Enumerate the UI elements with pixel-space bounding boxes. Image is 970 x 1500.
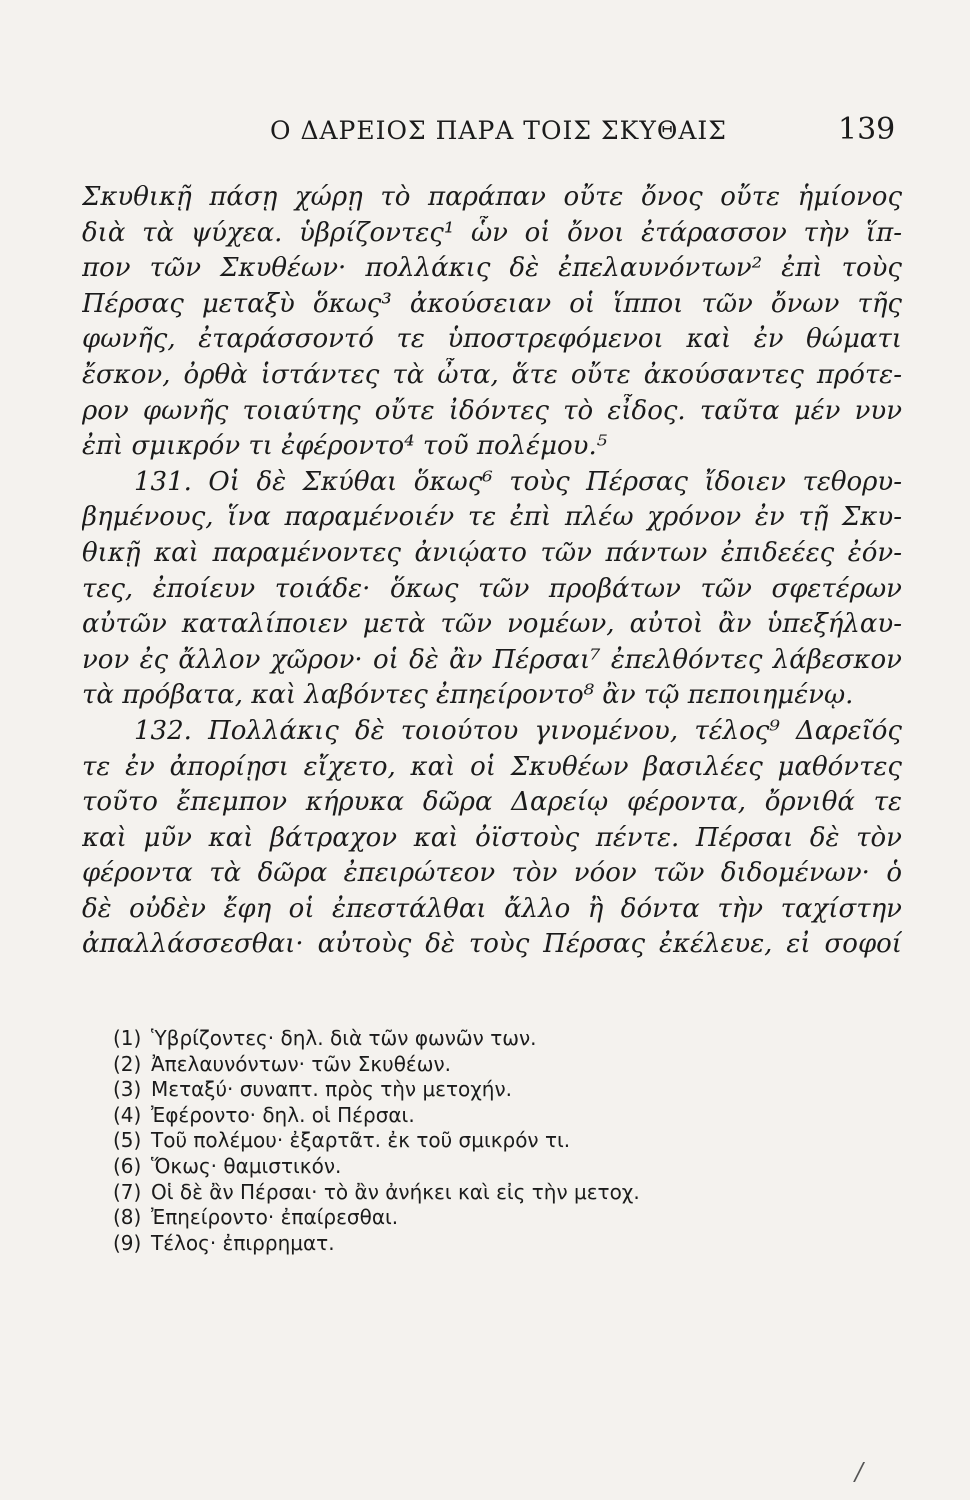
footnote-number: (8) — [113, 1205, 142, 1230]
footnote — [113, 1205, 833, 1231]
footnote — [113, 1231, 833, 1257]
footnote-text: Ἐπηείροντο· ἐπαίρεσθαι. — [151, 1205, 399, 1230]
footnote-number: (4) — [113, 1102, 142, 1127]
text-line: ρον φωνῆς τοιαύτης οὔτε ἰδόντες τὸ εἶδος. ταῦτα μέν νυν — [82, 395, 902, 426]
footnote-text: Τέλος· ἐπιρρηματ. — [151, 1230, 335, 1255]
text-line: Πέρσας μεταξὺ ὅκως³ ἀκούσειαν οἱ ἵπποι τῶν ὄνων τῆς — [82, 288, 902, 319]
text-line: τε ἐν ἀπορίῃσι εἴχετο, καὶ οἱ Σκυθέων βασιλέες μαθόντες — [82, 751, 902, 782]
page-number: 139 — [838, 112, 896, 147]
text-line: τὰ πρόβατα, καὶ λαβόντες ἐπηείροντο⁸ ἂν τῷ πεποιημένῳ. — [82, 680, 854, 711]
footnote-text: Μεταξύ· συναπτ. πρὸς τὴν μετοχήν. — [151, 1077, 513, 1102]
text-line: τοῦτο ἔπεμπον κήρυκα δῶρα Δαρείῳ φέροντα, ὄρνιθά τε — [82, 787, 902, 818]
footnote-number: (9) — [113, 1230, 142, 1255]
section-131-start: 131. Οἱ δὲ Σκύθαι ὅκως⁶ τοὺς Πέρσας ἴδοιεν τεθορυ- — [134, 466, 902, 497]
footnote — [113, 1103, 833, 1129]
text-line: πον τῶν Σκυθέων· πολλάκις δὲ ἐπελαυνόντων² ἐπὶ τοὺς — [82, 253, 902, 284]
text-line: δὲ οὐδὲν ἔφη οἱ ἐπεστάλθαι ἄλλο ἢ δόντα τὴν ταχίστην — [82, 893, 902, 924]
main-text — [82, 180, 902, 963]
footnote — [113, 1128, 833, 1154]
text-line: διὰ τὰ ψύχεα. ὑβρίζοντες¹ ὧν οἱ ὄνοι ἐτάρασσον τὴν ἵπ- — [82, 217, 902, 248]
text-line: αὐτῶν καταλίποιεν μετὰ τῶν νομέων, αὐτοὶ ἂν ὑπεξήλαυ- — [82, 609, 902, 640]
footnote-number: (1) — [113, 1026, 142, 1050]
footnote — [113, 1154, 833, 1180]
text-line: νον ἐς ἄλλον χῶρον· οἱ δὲ ἂν Πέρσαι⁷ ἐπελθόντες λάβεσκον — [82, 644, 902, 675]
section-132-start: 132. Πολλάκις δὲ τοιούτου γινομένου, τέλος⁹ Δαρεῖός — [134, 715, 902, 746]
footnote-text: Ὑβρίζοντες· δηλ. διὰ τῶν φωνῶν των. — [151, 1026, 537, 1050]
text-line: φωνῆς, ἐταράσσοντό τε ὑποστρεφόμενοι καὶ ἐν θώματι — [82, 324, 902, 355]
footnote — [113, 1077, 833, 1103]
running-title: Ο ΔΑΡΕΙΟΣ ΠΑΡΑ ΤΟΙΣ ΣΚΥΘΑΙΣ — [270, 116, 727, 145]
text-line: ἐπὶ σμικρόν τι ἐφέροντο⁴ τοῦ πολέμου.⁵ — [82, 431, 608, 462]
footnote — [113, 1180, 833, 1206]
ink-mark: / — [855, 1458, 864, 1486]
footnote-number: (3) — [113, 1077, 142, 1102]
text-line: βημένους, ἵνα παραμένοιέν τε ἐπὶ πλέω χρόνον ἐν τῇ Σκυ- — [82, 502, 902, 533]
text-line: ἔσκον, ὀρθὰ ἱστάντες τὰ ὦτα, ἅτε οὔτε ἀκούσαντες πρότε- — [82, 359, 902, 390]
text-line: ἀπαλλάσσεσθαι· αὐτοὺς δὲ τοὺς Πέρσας ἐκέλευε, εἰ σοφοί — [82, 929, 902, 960]
footnote-text: Ὅκως· θαμιστικόν. — [151, 1153, 342, 1178]
footnote-number: (2) — [113, 1051, 142, 1076]
footnotes — [113, 1026, 833, 1256]
footnote-text: Ἀπελαυνόντων· τῶν Σκυθέων. — [151, 1051, 452, 1076]
text-line: καὶ μῦν καὶ βάτραχον καὶ ὀϊστοὺς πέντε. Πέρσαι δὲ τὸν — [82, 822, 902, 853]
footnote-text: Τοῦ πολέμου· ἐξαρτᾶτ. ἐκ τοῦ σμικρόν τι. — [151, 1128, 571, 1153]
footnote-number: (6) — [113, 1153, 142, 1178]
text-line: τες, ἐποίευν τοιάδε· ὅκως τῶν προβάτων τῶν σφετέρων — [82, 573, 902, 604]
footnote-number: (7) — [113, 1179, 142, 1204]
text-line: θικῇ καὶ παραμένοντες ἀνιῴατο τῶν πάντων ἐπιδεέες ἐόν- — [82, 537, 902, 568]
text-line: φέροντα τὰ δῶρα ἐπειρώτεον τὸν νόον τῶν διδομένων· ὁ — [82, 858, 902, 889]
footnote — [113, 1026, 833, 1052]
text-line: Σκυθικῇ πάσῃ χώρῃ τὸ παράπαν οὔτε ὄνος οὔτε ἡμίονος — [82, 182, 902, 212]
footnote-number: (5) — [113, 1128, 142, 1153]
footnote-text: Ἐφέροντο· δηλ. οἱ Πέρσαι. — [151, 1102, 415, 1127]
footnote-text: Οἱ δὲ ἂν Πέρσαι· τὸ ἂν ἀνήκει καὶ εἰς τὴν μετοχ. — [151, 1179, 640, 1204]
footnote — [113, 1052, 833, 1078]
